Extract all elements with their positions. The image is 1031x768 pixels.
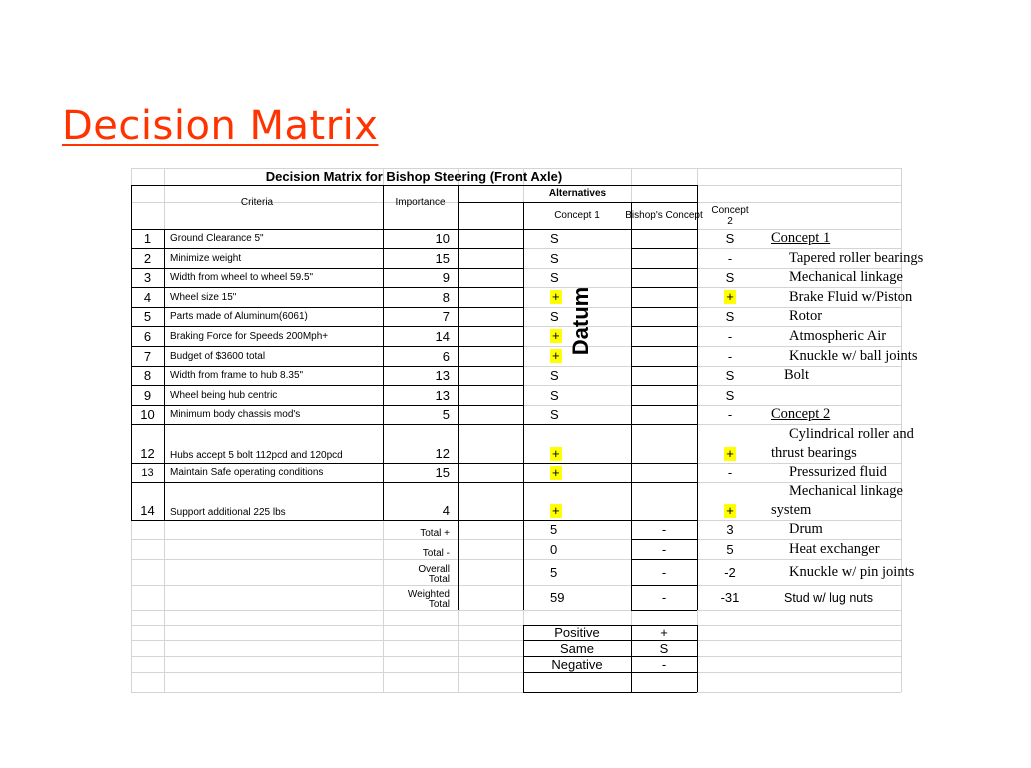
concept1-score-text: + — [552, 503, 560, 518]
criteria-number-text: 7 — [143, 348, 152, 364]
criteria-name — [164, 463, 383, 482]
border-line — [631, 482, 697, 483]
importance-value — [383, 248, 458, 268]
legend-symbol — [631, 640, 697, 656]
border-line — [631, 326, 697, 327]
concept1-item-text: Knuckle w/ ball joints — [789, 347, 918, 364]
criteria-name-text: Braking Force for Speeds 200Mph+ — [170, 330, 329, 342]
alternatives-header — [458, 185, 697, 202]
grid-line-h — [131, 692, 901, 693]
border-line — [458, 520, 459, 610]
concept2-score — [697, 346, 763, 366]
legend-label — [523, 640, 631, 656]
concept2-score-text: - — [727, 407, 733, 422]
concept2-item-text: Stud w/ lug nuts — [784, 590, 873, 605]
concept2-item-text: Mechanical linkage — [789, 483, 903, 499]
concept2-item — [771, 424, 1031, 444]
border-line — [631, 268, 697, 269]
criteria-name — [164, 287, 383, 307]
total-concept2 — [697, 559, 763, 585]
concept2-heading — [771, 405, 1031, 424]
criteria-number-text: 8 — [143, 368, 152, 383]
border-line — [697, 625, 698, 692]
alternatives-text: Alternatives — [548, 188, 607, 199]
total-label-text: Total - — [422, 548, 450, 559]
concept2-score — [697, 326, 763, 346]
criteria-name-text: Minimize weight — [170, 252, 242, 264]
concept1-score — [523, 463, 631, 482]
total-concept2-text: 5 — [726, 541, 734, 557]
criteria-number — [131, 307, 164, 326]
concept1-score — [523, 229, 631, 248]
border-line — [631, 405, 697, 406]
border-line — [631, 248, 697, 249]
border-line — [523, 672, 697, 673]
importance-value-text: 6 — [442, 348, 450, 364]
grid-line-h — [131, 672, 901, 673]
border-line — [631, 307, 697, 308]
total-label — [383, 539, 458, 559]
concept2-score-text: - — [727, 328, 733, 344]
criteria-name — [164, 405, 383, 424]
criteria-number — [131, 463, 164, 482]
legend-symbol — [631, 625, 697, 640]
criteria-name — [164, 482, 383, 520]
criteria-name — [164, 268, 383, 287]
total-bishop — [631, 559, 697, 585]
concept2-score — [697, 307, 763, 326]
concept2-item-text: Cylindrical roller and — [789, 425, 914, 442]
total-label — [383, 520, 458, 539]
criteria-name-text: Budget of $3600 total — [170, 350, 266, 362]
importance-value — [383, 463, 458, 482]
concept2-score-text: S — [725, 231, 735, 246]
grid-line-h — [131, 640, 901, 641]
criteria-name-text: Maintain Safe operating conditions — [170, 467, 324, 478]
importance-value — [383, 307, 458, 326]
concept1-score-text: S — [550, 270, 559, 285]
concept1-heading-text: Concept 1 — [771, 230, 831, 246]
concept1-item-text: Bolt — [784, 367, 809, 383]
importance-value-text: 15 — [435, 250, 450, 266]
total-concept1 — [523, 559, 631, 585]
total-concept2 — [697, 539, 763, 559]
importance-value-text: 10 — [435, 231, 450, 246]
border-line — [631, 366, 697, 367]
criteria-number-text: 2 — [143, 250, 152, 266]
concept1-score-text: + — [552, 464, 560, 480]
concept1-item-text: Atmospheric Air — [789, 327, 887, 344]
total-label-line1: Weighted — [407, 589, 450, 600]
decision-matrix-sheet — [131, 168, 924, 692]
legend-symbol — [631, 656, 697, 672]
criteria-number — [131, 405, 164, 424]
importance-value — [383, 482, 458, 520]
legend-label — [523, 656, 631, 672]
concept2-score — [697, 248, 763, 268]
importance-value — [383, 268, 458, 287]
criteria-name — [164, 385, 383, 405]
total-label-line1: Overall — [418, 564, 450, 575]
concept2-score — [697, 366, 763, 385]
total-bishop-text: - — [661, 541, 667, 557]
importance-value-text: 13 — [435, 387, 450, 403]
concept2-score — [697, 463, 763, 482]
importance-value — [383, 287, 458, 307]
criteria-name — [164, 248, 383, 268]
concept2-score-text: S — [725, 270, 735, 285]
slide-title: Decision Matrix — [62, 103, 379, 149]
concept2-score-text: - — [727, 348, 733, 364]
border-line — [631, 463, 697, 464]
total-concept2-text: 3 — [726, 522, 734, 537]
concept2-score-text: S — [725, 309, 735, 324]
concept1-score-text: S — [550, 387, 559, 403]
importance-text: Importance — [395, 197, 446, 208]
importance-value-text: 8 — [442, 289, 450, 305]
criteria-name — [164, 366, 383, 385]
total-concept2 — [697, 520, 763, 539]
concept2-score — [697, 268, 763, 287]
total-label-text: Total + — [420, 528, 450, 539]
total-label-line2: Total — [428, 574, 450, 585]
concept1-item — [771, 326, 1031, 346]
criteria-name-text: Wheel being hub centric — [170, 389, 278, 401]
criteria-number — [131, 366, 164, 385]
total-concept1-text: 5 — [550, 564, 558, 580]
importance-value-text: 9 — [442, 270, 450, 285]
criteria-name-text: Minimum body chassis mod's — [170, 409, 301, 420]
criteria-name — [164, 229, 383, 248]
criteria-name-text: Support additional 225 lbs — [170, 507, 286, 518]
grid-line-h — [131, 625, 901, 626]
criteria-number-text: 5 — [143, 309, 152, 324]
criteria-number-text: 9 — [143, 387, 152, 403]
criteria-number — [131, 229, 164, 248]
concept2-score-text: + — [726, 446, 734, 461]
total-bishop-text: - — [661, 590, 667, 605]
concept1-score-text: + — [552, 348, 560, 363]
concept1-score-text: S — [550, 250, 559, 266]
criteria-name-text: Width from frame to hub 8.35" — [170, 370, 304, 381]
criteria-name — [164, 346, 383, 366]
total-concept1-text: 59 — [550, 590, 565, 605]
concept2-score — [697, 405, 763, 424]
concept1-heading — [771, 229, 1031, 248]
concept2-score — [697, 482, 763, 520]
concept2-item — [771, 520, 1031, 539]
concept1-item — [771, 346, 1031, 366]
concept2-header — [697, 202, 763, 229]
criteria-name — [164, 424, 383, 463]
total-concept2-text: -2 — [724, 564, 736, 580]
total-bishop-text: - — [661, 522, 667, 537]
criteria-number-text: 13 — [141, 466, 154, 479]
total-concept1-text: 0 — [550, 541, 558, 557]
criteria-name — [164, 326, 383, 346]
criteria-number — [131, 482, 164, 520]
criteria-name — [164, 307, 383, 326]
concept1-score — [523, 482, 631, 520]
grid-line-h — [131, 610, 901, 611]
importance-value — [383, 326, 458, 346]
criteria-number — [131, 326, 164, 346]
legend-label-text: Same — [560, 640, 594, 656]
concept1-item-text: Mechanical linkage — [789, 269, 903, 285]
criteria-number-text: 14 — [140, 503, 155, 518]
criteria-number — [131, 268, 164, 287]
border-line — [631, 346, 697, 347]
concept1-score-text: S — [550, 231, 559, 246]
concept1-score-text: S — [550, 368, 559, 383]
total-concept2-text: -31 — [720, 590, 740, 605]
legend-label-text: Negative — [551, 656, 603, 672]
concept2-item-text: thrust bearings — [771, 445, 857, 461]
concept1-item — [771, 248, 1031, 268]
total-concept1 — [523, 520, 631, 539]
criteria-text: Criteria — [240, 197, 274, 208]
concept2-score-text: S — [725, 387, 735, 403]
datum-label: Datum — [568, 286, 593, 356]
border-line — [631, 202, 632, 520]
border-line — [631, 424, 697, 425]
concept1-header — [523, 202, 631, 229]
importance-value-text: 13 — [435, 368, 450, 383]
concept2-item — [771, 559, 1031, 585]
total-label-line2: Total — [428, 599, 450, 610]
concept1-item — [771, 366, 1031, 385]
concept2-item-text: Knuckle w/ pin joints — [789, 563, 915, 580]
legend-symbol-text: + — [660, 625, 668, 640]
border-line — [131, 520, 523, 521]
concept2-score-text: - — [727, 250, 733, 266]
concept2-score — [697, 287, 763, 307]
concept2-score — [697, 385, 763, 405]
concept1-score-text: S — [550, 407, 559, 422]
importance-value — [383, 405, 458, 424]
concept2-score — [697, 229, 763, 248]
grid-line-h — [131, 656, 901, 657]
total-bishop — [631, 539, 697, 559]
importance-value — [383, 366, 458, 385]
total-concept1-text: 5 — [550, 522, 558, 537]
importance-value-text: 15 — [435, 465, 450, 480]
concept1-item-text: Tapered roller bearings — [789, 249, 924, 266]
concept1-item — [771, 307, 1031, 326]
criteria-number-text: 6 — [143, 328, 152, 344]
border-line — [523, 692, 697, 693]
concept2-heading-text: Concept 2 — [771, 406, 831, 422]
total-bishop — [631, 520, 697, 539]
concept2-item-text: Pressurized fluid — [789, 464, 887, 480]
concept2-text: Concept 2 — [711, 204, 749, 227]
concept2-item — [771, 501, 1031, 520]
concept1-item-text: Rotor — [789, 308, 823, 324]
border-line — [458, 185, 459, 520]
importance-value-text: 14 — [435, 328, 450, 344]
concept1-score-text: + — [552, 289, 560, 304]
importance-value — [383, 229, 458, 248]
criteria-name-text: Ground Clearance 5" — [170, 233, 264, 244]
concept2-item-text: system — [771, 502, 812, 518]
total-bishop-text: - — [661, 564, 667, 580]
concept2-score-text: + — [726, 503, 734, 518]
total-concept2 — [697, 585, 763, 610]
total-concept1 — [523, 585, 631, 610]
criteria-number — [131, 424, 164, 463]
total-label — [383, 559, 458, 585]
criteria-name-text: Parts made of Aluminum(6061) — [170, 311, 308, 322]
concept1-item — [771, 268, 1031, 287]
concept1-score-text: + — [552, 446, 560, 461]
importance-value — [383, 385, 458, 405]
concept2-item — [771, 444, 1031, 463]
border-line — [631, 385, 697, 386]
concept2-item-text: Drum — [789, 521, 823, 537]
total-label — [383, 585, 458, 610]
border-line — [631, 287, 697, 288]
concept1-item-text: Brake Fluid w/Piston — [789, 288, 913, 305]
legend-label-text: Positive — [554, 625, 600, 640]
criteria-number — [131, 287, 164, 307]
matrix-title — [131, 168, 697, 185]
importance-value-text: 12 — [435, 446, 450, 461]
concept2-score-text: - — [727, 465, 733, 480]
concept2-item — [771, 585, 1031, 610]
criteria-name-text: Hubs accept 5 bolt 112pcd and 120pcd — [170, 450, 343, 461]
concept2-item — [771, 482, 1031, 501]
importance-value-text: 7 — [442, 309, 450, 324]
importance-value — [383, 424, 458, 463]
concept2-item — [771, 463, 1031, 482]
concept1-score — [523, 424, 631, 463]
importance-value — [383, 346, 458, 366]
legend-symbol-text: S — [659, 640, 669, 656]
criteria-number-text: 4 — [143, 289, 152, 305]
bishop-text: Bishop's Concept — [625, 210, 703, 221]
criteria-number-text: 3 — [143, 270, 152, 285]
matrix-title-text: Decision Matrix for Bishop Steering (Front Axle) — [265, 169, 563, 184]
concept1-score-text: S — [550, 309, 559, 324]
concept1-score-text: + — [552, 328, 560, 343]
concept1-text: Concept 1 — [554, 210, 600, 221]
concept2-score-text: S — [725, 368, 735, 383]
concept1-score — [523, 405, 631, 424]
criteria-number — [131, 385, 164, 405]
concept2-item — [771, 539, 1031, 559]
concept1-score — [523, 385, 631, 405]
concept2-score — [697, 424, 763, 463]
importance-value-text: 5 — [442, 407, 450, 422]
border-line — [631, 610, 697, 611]
criteria-name-text: Wheel size 15" — [170, 291, 237, 303]
total-bishop — [631, 585, 697, 610]
criteria-number-text: 12 — [140, 446, 155, 461]
bishop-header — [625, 202, 703, 229]
criteria-name-text: Width from wheel to wheel 59.5" — [170, 272, 314, 283]
criteria-number-text: 1 — [143, 231, 152, 246]
importance-value-text: 4 — [442, 503, 450, 518]
legend-label — [523, 625, 631, 640]
concept2-item-text: Heat exchanger — [789, 540, 880, 557]
concept2-score-text: + — [726, 289, 734, 304]
criteria-number-text: 10 — [140, 407, 155, 422]
criteria-number — [131, 346, 164, 366]
total-concept1 — [523, 539, 631, 559]
concept1-item — [771, 287, 1031, 307]
criteria-number — [131, 248, 164, 268]
legend-symbol-text: - — [661, 656, 667, 672]
